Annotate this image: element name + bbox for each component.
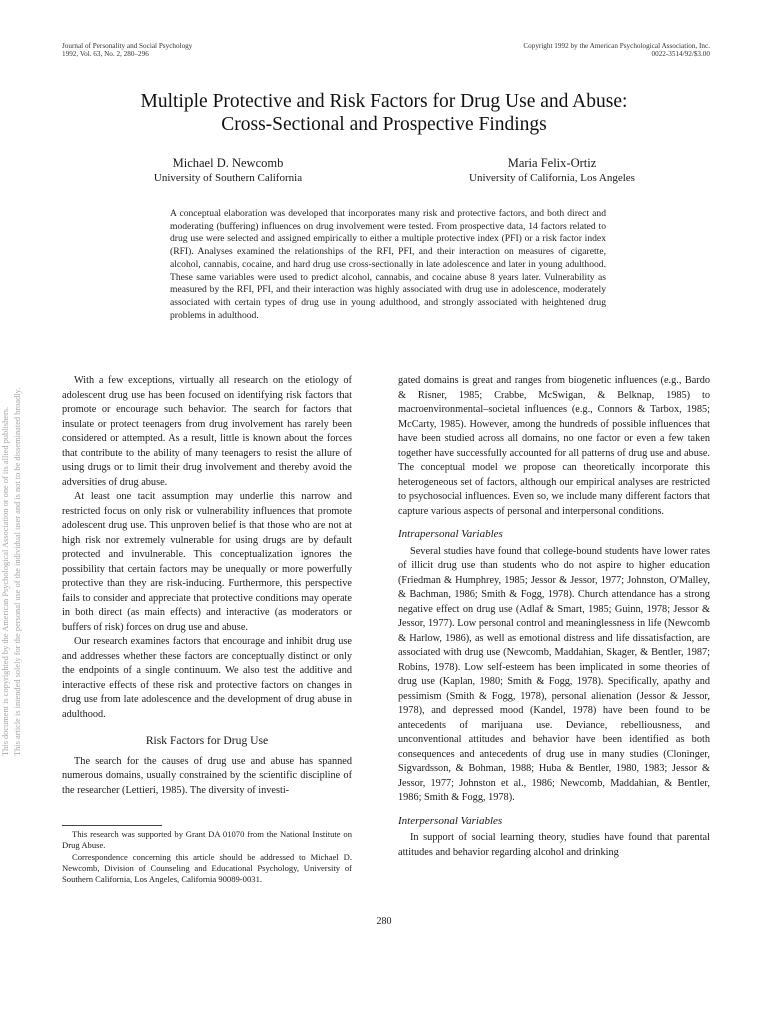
section-heading: Risk Factors for Drug Use [145,734,269,747]
author-2 [432,156,672,186]
copyright-line: Copyright 1992 by the American Psychological Association, Inc. [523,42,710,50]
left-column [62,374,352,798]
author-affiliation: University of California, Los Angeles [469,172,635,184]
journal-volume: 1992, Vol. 63, No. 2, 280–296 [62,50,149,59]
author-name: Michael D. Newcomb [172,156,284,170]
journal-name: Journal of Personality and Social Psychology [62,42,193,50]
body-paragraph: With a few exceptions, virtually all research on the etiology of adolescent drug use has been focused on identifying risk factors that promote or encourage such behavior. The search for factors that insulate or protect teenagers from drug involvement has rarely been considered or attempted. As a result, little is known about the forces that contribute to the ability of many teenagers to resist the allure of using drugs or to limit their drug involvement and thereby avoid the adversities of drug abuse. [62,375,352,488]
journal-citation [62,42,192,59]
page-number: 280 [376,916,392,927]
author-name: Maria Felix-Ortiz [507,156,597,170]
watermark-line-2: This article is intended solely for the personal use of the individual user and is not to be disseminated broadly. [13,387,22,756]
article-title [60,90,708,136]
subsection-heading: Interpersonal Variables [398,814,503,827]
copyright-notice [523,42,710,59]
copyright-watermark [0,260,24,760]
subsection-heading: Intrapersonal Variables [398,528,503,540]
author-1 [108,156,348,186]
correspondence-footnote: Correspondence concerning this article should be addressed to Michael D. Newcomb, Division of Counseling and Educational Psychology, University of Southern California, Los Angeles, California 90089-0031. [62,851,352,885]
title-line-2: Cross-Sectional and Prospective Findings [221,114,547,135]
title-line-1: Multiple Protective and Risk Factors for Drug Use and Abuse: [140,91,628,112]
watermark-line-1: This document is copyrighted by the American Psychological Association or one of its allied publishers. [1,406,10,756]
body-paragraph: gated domains is great and ranges from biogenetic influences (e.g., Bardo & Risner, 1985; Crabbe, McSwigan, & Belknap, 1985) to macroenvironmental–societal influences (e.g., Connors & Tarbox, 1985; McCarty, 1985). However, among the hundreds of possible influences that have been studied across all domains, no one factor or even a few taken together have successfully accounted for all patterns of drug use and abuse. The conceptual model we propose can theoretically incorporate this heterogeneous set of factors, although our empirical analyses are restricted to psychosocial influences. Even so, we include many different factors that capture various aspects of personal and interpersonal conditions. [398,375,710,517]
body-paragraph: At least one tacit assumption may underlie this narrow and restricted focus on only risk or vulnerability influences that promote adolescent drug use. This unproven belief is that those who are not at high risk nor extremely vulnerable for using drugs are by default protected and invulnerable. This conceptualization ignores the possibility that certain factors may be unequally or more powerfully protective than they are risk-inducing. Furthermore, this perspective fails to consider and appreciate that protective conditions may operate in both direct (as main effects) and interactive (as moderators or buffers of risk) forces on drug use and abuse. [62,491,352,633]
author-affiliation: University of Southern California [153,172,303,184]
body-paragraph: In support of social learning theory, studies have found that parental attitudes and behavior regarding alcohol and drinking [398,832,710,858]
footnote-divider [62,825,162,826]
body-paragraph: Several studies have found that college-bound students have lower rates of illicit drug use than students who do not aspire to higher education (Friedman & Humphrey, 1985; Jessor & Jessor, 1977; Johnston, O'Malley, & Bachman, 1986; Smith & Fogg, 1978). Church attendance has a strong negative effect on drug use (Adlaf & Smart, 1985; Guinn, 1978; Jessor & Jessor, 1977). Low personal control and meaninglessness in life (Newcomb & Harlow, 1986), as well as emotional distress and life dissatisfaction, are associated with drug use (Newcomb, Maddahian, Skager, & Bentler, 1987; Robins, 1978). Low self-esteem has been implicated in some theories of drug use (Kaplan, 1980; Smith & Fogg, 1978). Specifically, apathy and pessimism (Smith & Fogg, 1978), personal alienation (Jessor & Jessor, 1978), and depressed mood (Kandel, 1978) have been found to be antecedents of marijuana use. Deviance, rebelliousness, and unconventional attitudes and behavior have been identified as both consequences and antecedents of drug use in many studies (Cloninger, Sigvardsson, & Bohman, 1988; Huba & Bentler, 1980, 1983; Jessor & Jessor, 1977; Johnston et al., 1986; Newcomb, Maddahian, & Bentler, 1986; Smith & Fogg, 1978). [398,545,710,803]
abstract: A conceptual elaboration was developed that incorporates many risk and protective factors, and both direct and moderating (buffering) influences on drug involvement were tested. From prospective data, 14 factors related to drug use were selected and assigned empirically to either a multiple protective index (PFI) or a risk factor index (RFI). Analyses examined the relationships of the RFI, PFI, and their interaction on measures of cigarette, alcohol, cannabis, cocaine, and hard drug use cross-sectionally in late adolescence and later in young adulthood. These same variables were used to predict alcohol, cannabis, and cocaine abuse 8 years later. Vulnerability as measured by the RFI, PFI, and their interaction was highly associated with drug use in adolescence, moderately associated with certain types of drug use in young adulthood, and strongly associated with heightened drug problems in adulthood. [170,208,606,321]
right-column [398,374,710,860]
body-paragraph: Our research examines factors that encourage and inhibit drug use and addresses whether these factors are conceptually distinct or only the endpoints of a single continuum. We also test the additive and interactive effects of these risk and protective factors on changes in drug use from late adolescence and the development of drug abuse in adulthood. [62,636,352,720]
issn-code: 0022-3514/92/$3.00 [651,50,710,59]
body-paragraph: The search for the causes of drug use and abuse has spanned numerous domains, usually constrained by the scientific discipline of the researcher (Lettieri, 1985). The diversity of investi- [62,755,352,796]
funding-footnote: This research was supported by Grant DA 01070 from the National Institute on Drug Abuse. [62,829,352,851]
footnotes [62,829,352,885]
